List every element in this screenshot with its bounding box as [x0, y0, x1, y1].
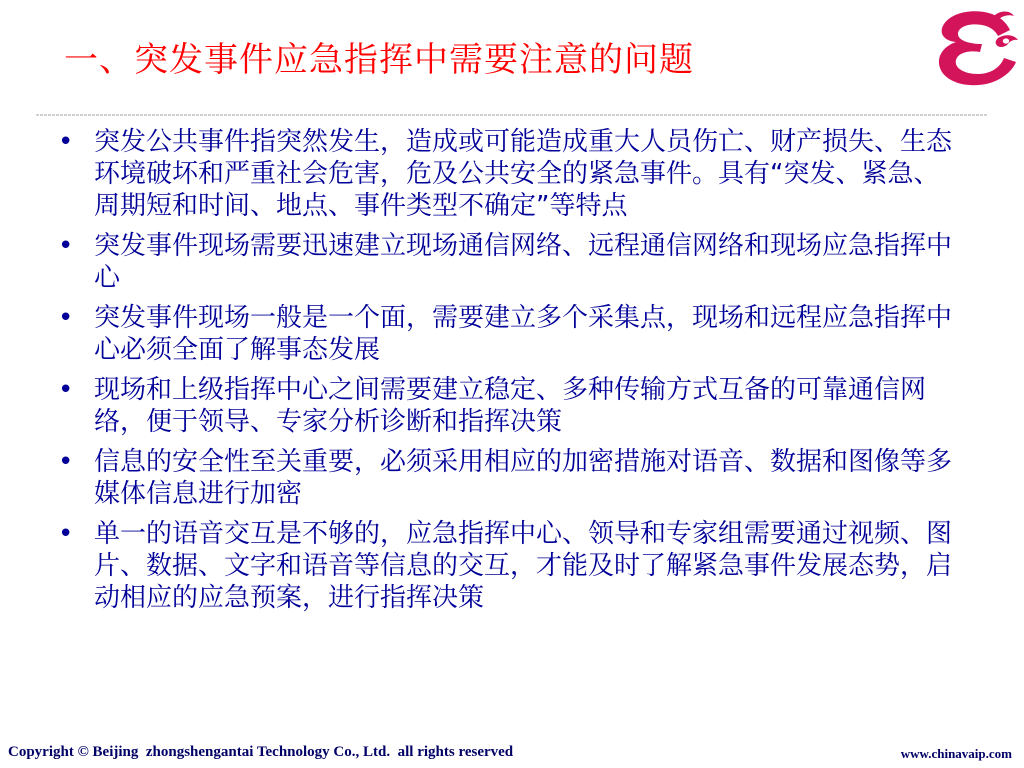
bullet-list: [58, 126, 958, 622]
list-item: [58, 374, 958, 438]
slide-title: 一、突发事件应急指挥中需要注意的问题: [64, 40, 694, 80]
list-item: [58, 302, 958, 366]
list-item: [58, 230, 958, 294]
company-logo-icon: [934, 8, 1020, 90]
list-item: [58, 446, 958, 510]
bullet-marker: •: [58, 303, 74, 333]
copyright-notice: Copyright © Beijing zhongshengantai Technology Co., Ltd. all rights reserved: [8, 744, 514, 760]
title-divider: [36, 103, 988, 109]
bullet-text: 单一的语音交互是不够的，应急指挥中心、领导和专家组需要通过视频、图片、数据、文字和语音等信息的交互，才能及时了解紧急事件发展态势，启动相应的应急预案，进行指挥决策: [94, 519, 953, 613]
bullet-text: 突发事件现场一般是一个面，需要建立多个采集点，现场和远程应急指挥中心必须全面了解事态发展: [94, 303, 953, 365]
bullet-text: 突发事件现场需要迅速建立现场通信网络、远程通信网络和现场应急指挥中心: [94, 231, 953, 293]
list-item: [58, 518, 958, 614]
bullet-text: 现场和上级指挥中心之间需要建立稳定、多种传输方式互备的可靠通信网络，便于领导、专家分析诊断和指挥决策: [94, 375, 927, 437]
bullet-text: 突发公共事件指突然发生，造成或可能造成重大人员伤亡、财产损失、生态环境破坏和严重社会危害，危及公共安全的紧急事件。具有“突发、紧急、周期短和时间、地点、事件类型不确定”等特点: [94, 127, 953, 221]
website-link[interactable]: www.chinavaip.com: [900, 746, 1012, 761]
bullet-marker: •: [58, 127, 74, 157]
bullet-marker: •: [58, 231, 74, 261]
bullet-marker: •: [58, 519, 74, 549]
bullet-text: 信息的安全性至关重要，必须采用相应的加密措施对语音、数据和图像等多媒体信息进行加密: [94, 447, 953, 509]
list-item: [58, 126, 958, 222]
bullet-marker: •: [58, 447, 74, 477]
bullet-marker: •: [58, 375, 74, 405]
